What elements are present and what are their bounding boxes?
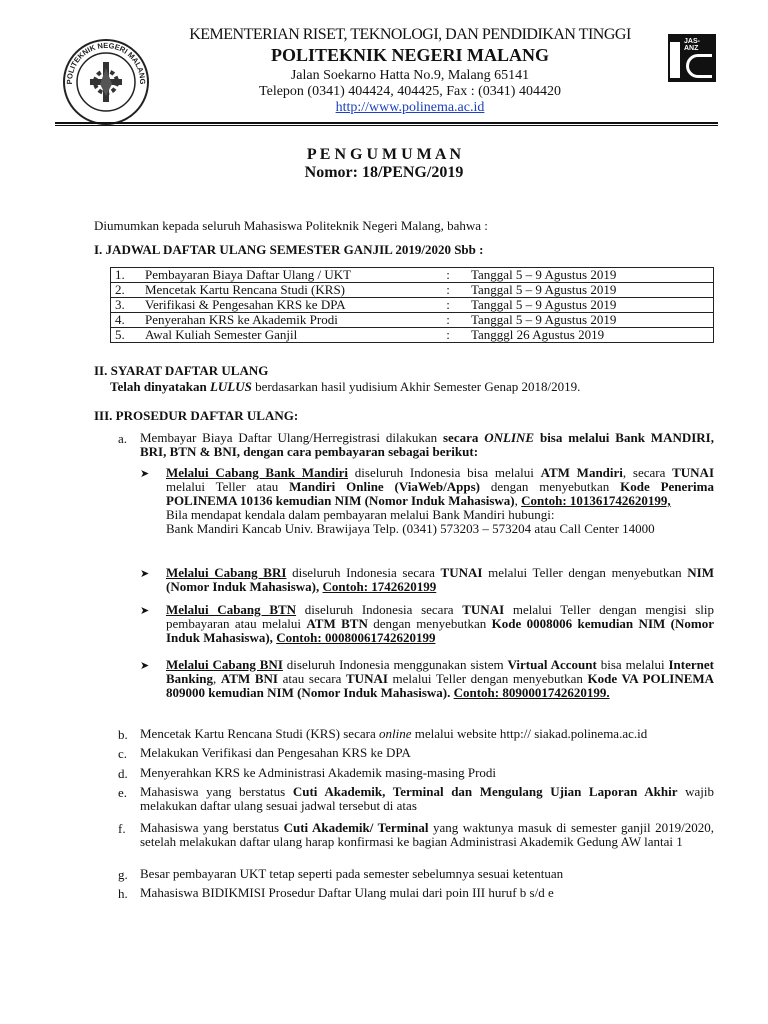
- header-divider-thin: [55, 125, 718, 126]
- schedule-table: [110, 267, 714, 343]
- schedule-row: [111, 283, 714, 298]
- bullet-arrow-icon: ➤: [140, 605, 150, 617]
- bullet-arrow-icon: ➤: [140, 468, 150, 480]
- schedule-sep: :: [429, 328, 467, 343]
- bullet-bni: Melalui Cabang BNI diseluruh Indonesia menggunakan sistem Virtual Account bisa melalui Internet Banking, ATM BNI atau secara TUNAI melalui Teller dengan menyebutkan Kode VA POLINEMA 809000 kemudian NIM (Nomor Induk Mahasiswa). Contoh: 8090001742620199.: [166, 657, 715, 700]
- item-c-text: Melakukan Verifikasi dan Pengesahan KRS ke DPA: [140, 745, 411, 760]
- schedule-row: [111, 328, 714, 343]
- item-h-text: Mahasiswa BIDIKMISI Prosedur Daftar Ulang mulai dari poin III huruf b s/d e: [140, 885, 554, 900]
- section1-title: I. JADWAL DAFTAR ULANG SEMESTER GANJIL 2019/2020 Sbb :: [94, 242, 484, 257]
- item-f-text: Mahasiswa yang berstatus Cuti Akademik/ Terminal yang waktunya masuk di semester ganjil 2019/2020, setelah melakukan daftar ulang harap konfirmasi ke bagian Administrasi Akademik Gedung AW lantai 1: [140, 820, 715, 849]
- item-f-letter: f.: [118, 821, 126, 836]
- schedule-no: 2.: [111, 283, 142, 298]
- logo-text: POLITEKNIK NEGERI MALANG: [64, 40, 148, 85]
- bullet-bri: Melalui Cabang BRI diseluruh Indonesia secara TUNAI melalui Teller dengan menyebutkan NIM (Nomor Induk Mahasiswa), Contoh: 1742620199: [166, 565, 715, 594]
- item-e-text: Mahasiswa yang berstatus Cuti Akademik, Terminal dan Mengulang Ujian Laporan Akhir wajib melakukan daftar ulang sesuai jadwal tersebut di atas: [140, 784, 714, 813]
- schedule-sep: :: [429, 283, 467, 298]
- address: Jalan Soekarno Hatta No.9, Malang 65141: [290, 68, 530, 83]
- item-a-text: Membayar Biaya Daftar Ulang/Herregistrasi dilakukan secara ONLINE bisa melalui Bank MANDIRI, BRI, BTN & BNI, dengan cara pembayaran sebagai berikut:: [140, 430, 714, 459]
- item-e-letter: e.: [118, 785, 128, 800]
- item-a-letter: a.: [118, 431, 128, 446]
- announcement-number: Nomor: 18/PENG/2019: [304, 164, 464, 181]
- schedule-date: Tangggl 26 Agustus 2019: [467, 328, 714, 343]
- intro-text: Diumumkan kepada seluruh Mahasiswa Politeknik Negeri Malang, bahwa :: [94, 218, 488, 233]
- schedule-item: Penyerahan KRS ke Akademik Prodi: [141, 313, 429, 328]
- mandiri-contact-line2: Bank Mandiri Kancab Univ. Brawijaya Telp. (0341) 573203 – 573204 atau Call Center 14000: [166, 521, 655, 536]
- schedule-no: 5.: [111, 328, 142, 343]
- schedule-row: [111, 313, 714, 328]
- certification-logo: [668, 34, 716, 98]
- schedule-no: 4.: [111, 313, 142, 328]
- bullet-mandiri: Melalui Cabang Bank Mandiri diseluruh Indonesia bisa melalui ATM Mandiri, secara TUNAI melalui Teller atau Mandiri Online (ViaWeb/Apps) dengan menyebutkan Kode Penerima POLINEMA 10136 kemudian NIM (Nomor Induk Mahasiswa), Contoh: 101361742620199, Bila mendapat kendala dalam pembayaran melalui Bank Mandiri hubungi: Bank Mandiri Kancab Univ. Brawijaya Telp. (0341) 573203 – 573204 atau Call Center 14000: [166, 465, 715, 536]
- announcement-title: P E N G U M U M A N: [306, 146, 462, 163]
- section2-text: Telah dinyatakan LULUS berdasarkan hasil yudisium Akhir Semester Genap 2018/2019.: [110, 379, 581, 394]
- schedule-date: Tanggal 5 – 9 Agustus 2019: [467, 298, 714, 313]
- ministry-name: KEMENTERIAN RISET, TEKNOLOGI, DAN PENDIDIKAN TINGGI: [189, 26, 631, 43]
- website-link[interactable]: http://www.polinema.ac.id: [335, 100, 485, 115]
- schedule-row: [111, 298, 714, 313]
- schedule-sep: :: [429, 268, 467, 283]
- mandiri-contact-line1: Bila mendapat kendala dalam pembayaran melalui Bank Mandiri hubungi:: [166, 507, 555, 522]
- item-b-letter: b.: [118, 727, 128, 742]
- bullet-arrow-icon: ➤: [140, 660, 150, 672]
- schedule-item: Awal Kuliah Semester Ganjil: [141, 328, 429, 343]
- schedule-row: [111, 268, 714, 283]
- bullet-arrow-icon: ➤: [140, 568, 150, 580]
- item-d-text: Menyerahkan KRS ke Administrasi Akademik masing-masing Prodi: [140, 765, 497, 780]
- phone: Telepon (0341) 404424, 404425, Fax : (0341) 404420: [259, 84, 561, 99]
- schedule-sep: :: [429, 313, 467, 328]
- bullet-btn: Melalui Cabang BTN diseluruh Indonesia secara TUNAI melalui Teller dengan mengisi slip pembayaran atau melalui ATM BTN dengan menyebutkan Kode 0008006 kemudian NIM (Nomor Induk Mahasiswa), Contoh: 00080061742620199: [166, 602, 714, 645]
- item-g-letter: g.: [118, 867, 128, 882]
- item-c-letter: c.: [118, 746, 128, 761]
- schedule-date: Tanggal 5 – 9 Agustus 2019: [467, 283, 714, 298]
- schedule-item: Verifikasi & Pengesahan KRS ke DPA: [141, 298, 429, 313]
- institution-name: POLITEKNIK NEGERI MALANG: [270, 45, 550, 65]
- schedule-no: 1.: [111, 268, 142, 283]
- schedule-item: Pembayaran Biaya Daftar Ulang / UKT: [141, 268, 429, 283]
- cert-logo-text: JAS-ANZ: [684, 38, 700, 52]
- item-b-text: Mencetak Kartu Rencana Studi (KRS) secara online melalui website http:// siakad.polinema.ac.id: [140, 726, 648, 741]
- item-h-letter: h.: [118, 886, 128, 901]
- schedule-item: Mencetak Kartu Rencana Studi (KRS): [141, 283, 429, 298]
- item-g-text: Besar pembayaran UKT tetap seperti pada semester sebelumnya sesuai ketentuan: [140, 866, 564, 881]
- polinema-logo: [62, 38, 150, 126]
- header-divider: [55, 122, 718, 124]
- schedule-no: 3.: [111, 298, 142, 313]
- item-d-letter: d.: [118, 766, 128, 781]
- schedule-sep: :: [429, 298, 467, 313]
- section3-title: III. PROSEDUR DAFTAR ULANG:: [94, 408, 299, 423]
- section2-title: II. SYARAT DAFTAR ULANG: [94, 363, 269, 378]
- schedule-date: Tanggal 5 – 9 Agustus 2019: [467, 313, 714, 328]
- schedule-date: Tanggal 5 – 9 Agustus 2019: [467, 268, 714, 283]
